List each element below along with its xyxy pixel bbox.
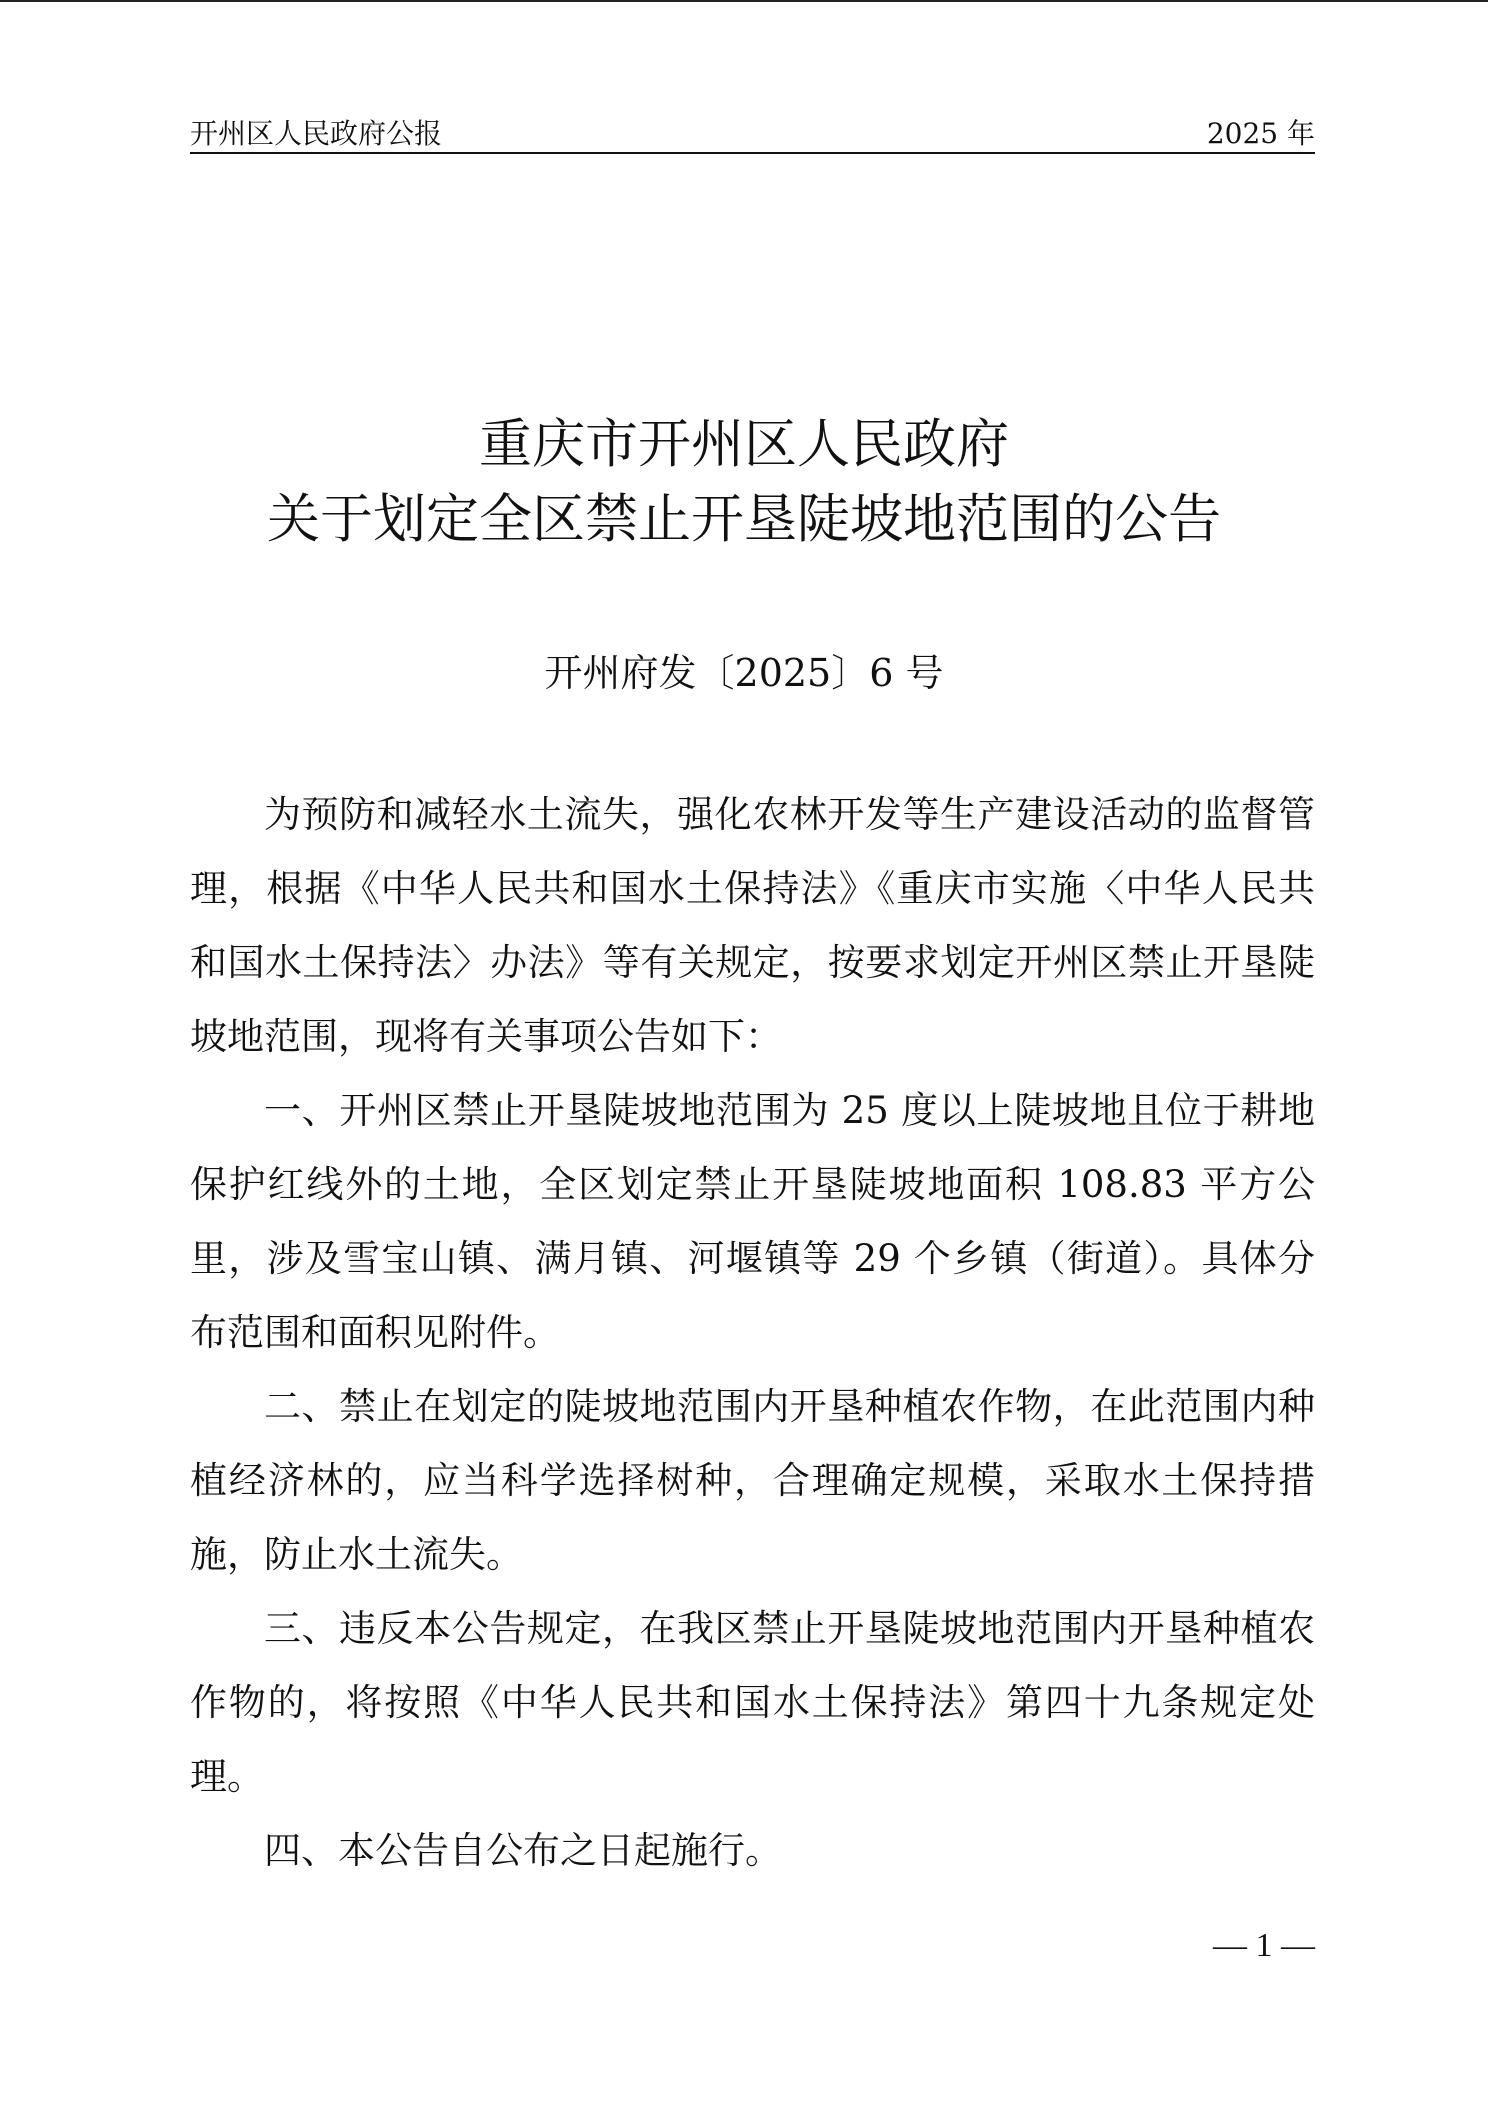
paragraph-item-4: 四、本公告自公布之日起施行。 (264, 1829, 782, 1872)
page-number: — 1 — (1213, 1927, 1315, 1964)
publication-name: 开州区人民政府公报 (190, 117, 443, 150)
title-line-2: 关于划定全区禁止开垦陡坡地范围的公告 (267, 489, 1221, 550)
paragraph-item-2: 二、禁止在划定的陡坡地范围内开垦种植农作物，在此范围内种植经济林的，应当科学选择树种，合理确定规模，采取水土保持措施，防止水土流失。 (190, 1385, 1315, 1576)
title-line-1: 重庆市开州区人民政府 (479, 414, 1009, 475)
paragraph-item-1: 一、开州区禁止开垦陡坡地范围为 25 度以上陡坡地且位于耕地保护红线外的土地，全区划定禁止开垦陡坡地面积 108.83 平方公里，涉及雪宝山镇、满月镇、河堰镇等 29 个乡镇（街道）。具体分布范围和面积见附件。 (190, 1089, 1315, 1354)
paragraph-item-3: 三、违反本公告规定，在我区禁止开垦陡坡地范围内开垦种植农作物的，将按照《中华人民共和国水土保持法》第四十九条规定处理。 (190, 1607, 1315, 1798)
header-divider (190, 152, 1315, 154)
document-number: 开州府发〔2025〕6 号 (544, 651, 944, 695)
paragraph-intro: 为预防和减轻水土流失，强化农林开发等生产建设活动的监督管理，根据《中华人民共和国水土保持法》《重庆市实施〈中华人民共和国水土保持法〉办法》等有关规定，按要求划定开州区禁止开垦陡坡地范围，现将有关事项公告如下： (190, 793, 1315, 1058)
publication-year: 2025 年 (1206, 117, 1315, 150)
document-body (190, 778, 1315, 1888)
